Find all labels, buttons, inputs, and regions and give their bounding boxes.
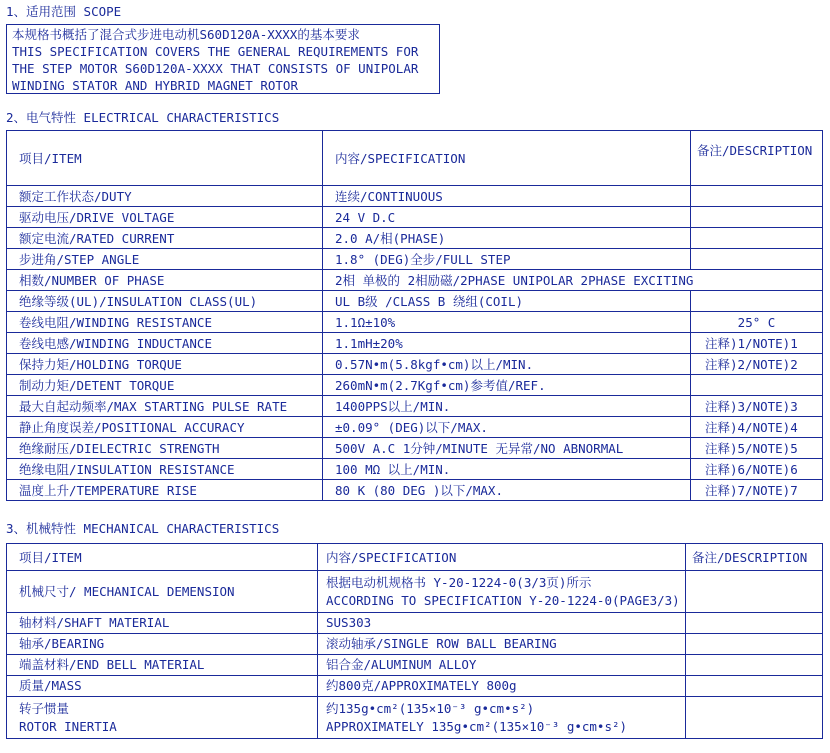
- description-cell: [691, 228, 823, 249]
- item-cell: 额定工作状态/DUTY: [7, 186, 323, 207]
- cell-line: 转子惯量: [19, 700, 70, 716]
- scope-line: THE STEP MOTOR S60D120A-XXXX THAT CONSISTS OF UNIPOLAR: [12, 61, 419, 76]
- spec-cell: [318, 697, 686, 739]
- spec-cell: 2相 单极的 2相励磁/2PHASE UNIPOLAR 2PHASE EXCITING: [323, 270, 823, 291]
- spec-cell: 1.1mH±20%: [323, 333, 691, 354]
- description-cell: [686, 634, 823, 655]
- scope-line: THIS SPECIFICATION COVERS THE GENERAL REQUIREMENTS FOR: [12, 44, 419, 59]
- cell-line: ROTOR INERTIA: [19, 718, 117, 734]
- spec-cell: [318, 613, 686, 634]
- spec-cell: [318, 655, 686, 676]
- description-cell: 注释)1/NOTE)1: [691, 333, 823, 354]
- spec-cell: 2.0 A/相(PHASE): [323, 228, 691, 249]
- table-row: [7, 634, 823, 655]
- spec-cell: UL B级 /CLASS B 绕组(COIL): [323, 291, 691, 312]
- description-cell: [691, 375, 823, 396]
- item-cell: 绝缘等级(UL)/INSULATION CLASS(UL): [7, 291, 323, 312]
- item-cell: 绝缘电阻/INSULATION RESISTANCE: [7, 459, 323, 480]
- cell-line: APPROXIMATELY 135g•cm²(135×10⁻³ g•cm•s²): [326, 718, 628, 734]
- cell-line: 机械尺寸/ MECHANICAL DEMENSION: [19, 583, 235, 599]
- spec-cell: 500V A.C 1分钟/MINUTE 无异常/NO ABNORMAL: [323, 438, 691, 459]
- spec-cell: 80 K (80 DEG )以下/MAX.: [323, 480, 691, 501]
- scope-line: 本规格书概括了混合式步进电动机S60D120A-XXXX的基本要求: [12, 27, 360, 42]
- table-row: [7, 312, 823, 333]
- cell-line: SUS303: [326, 615, 372, 630]
- item-cell: 绝缘耐压/DIELECTRIC STRENGTH: [7, 438, 323, 459]
- description-cell: [691, 186, 823, 207]
- item-cell: [7, 676, 318, 697]
- spec-cell: ±0.09° (DEG)以下/MAX.: [323, 417, 691, 438]
- mechanical-table: [6, 543, 823, 739]
- cell-line: 轴承/BEARING: [19, 636, 105, 651]
- item-cell: [7, 655, 318, 676]
- spec-cell: 连续/CONTINUOUS: [323, 186, 691, 207]
- description-cell: [686, 571, 823, 613]
- cell-line: 质量/MASS: [19, 678, 82, 693]
- item-cell: 保持力矩/HOLDING TORQUE: [7, 354, 323, 375]
- mechanical-heading: 3、机械特性 MECHANICAL CHARACTERISTICS: [6, 521, 280, 536]
- table-row: [7, 207, 823, 228]
- item-cell: [7, 634, 318, 655]
- item-cell: 驱动电压/DRIVE VOLTAGE: [7, 207, 323, 228]
- cell-line: 约800克/APPROXIMATELY 800g: [326, 678, 517, 693]
- description-cell: 注释)7/NOTE)7: [691, 480, 823, 501]
- column-header: 内容/SPECIFICATION: [318, 544, 686, 571]
- item-cell: 步进角/STEP ANGLE: [7, 249, 323, 270]
- cell-line: 轴材料/SHAFT MATERIAL: [19, 615, 170, 630]
- item-cell: 静止角度误差/POSITIONAL ACCURACY: [7, 417, 323, 438]
- cell-line: 滚动轴承/SINGLE ROW BALL BEARING: [326, 636, 557, 651]
- table-row: [7, 396, 823, 417]
- scope-box: [6, 24, 440, 94]
- table-row: [7, 186, 823, 207]
- scope-line: WINDING STATOR AND HYBRID MAGNET ROTOR: [12, 78, 298, 93]
- item-cell: 相数/NUMBER OF PHASE: [7, 270, 323, 291]
- cell-line: 铝合金/ALUMINUM ALLOY: [326, 657, 477, 672]
- description-cell: 注释)4/NOTE)4: [691, 417, 823, 438]
- description-cell: [686, 697, 823, 739]
- spec-cell: 100 MΩ 以上/MIN.: [323, 459, 691, 480]
- description-cell: [686, 676, 823, 697]
- table-row: [7, 613, 823, 634]
- table-row: [7, 571, 823, 613]
- description-cell: 注释)3/NOTE)3: [691, 396, 823, 417]
- table-row: [7, 354, 823, 375]
- description-cell: 注释)2/NOTE)2: [691, 354, 823, 375]
- table-row: [7, 676, 823, 697]
- cell-line: 端盖材料/END BELL MATERIAL: [19, 657, 205, 672]
- spec-cell: [318, 571, 686, 613]
- item-cell: 温度上升/TEMPERATURE RISE: [7, 480, 323, 501]
- spec-cell: 24 V D.C: [323, 207, 691, 228]
- spec-cell: [318, 634, 686, 655]
- cell-line: ACCORDING TO SPECIFICATION Y-20-1224-0(PAGE3/3): [326, 592, 680, 608]
- spec-cell: [318, 676, 686, 697]
- item-cell: 额定电流/RATED CURRENT: [7, 228, 323, 249]
- table-row: [7, 333, 823, 354]
- spec-cell: 260mN•m(2.7Kgf•cm)参考值/REF.: [323, 375, 691, 396]
- description-cell: 注释)6/NOTE)6: [691, 459, 823, 480]
- electrical-table: [6, 130, 823, 501]
- table-row: [7, 438, 823, 459]
- description-cell: [691, 291, 823, 312]
- table-row: [7, 375, 823, 396]
- table-row: [7, 417, 823, 438]
- table-header-row: [7, 131, 823, 186]
- item-cell: [7, 697, 318, 739]
- table-header-row: [7, 544, 823, 571]
- table-row: [7, 270, 823, 291]
- item-cell: [7, 571, 318, 613]
- column-header: 项目/ITEM: [7, 131, 323, 186]
- column-header: 备注/DESCRIPTION: [691, 131, 823, 186]
- description-cell: [691, 249, 823, 270]
- spec-cell: 1.8° (DEG)全步/FULL STEP: [323, 249, 691, 270]
- cell-line: 约135g•cm²(135×10⁻³ g•cm•s²): [326, 700, 535, 716]
- description-cell: [691, 207, 823, 228]
- spec-cell: 1400PPS以上/MIN.: [323, 396, 691, 417]
- item-cell: 卷线电感/WINDING INDUCTANCE: [7, 333, 323, 354]
- item-cell: 卷线电阻/WINDING RESISTANCE: [7, 312, 323, 333]
- table-row: [7, 249, 823, 270]
- description-cell: 25° C: [691, 312, 823, 333]
- scope-heading: 1、适用范围 SCOPE: [6, 4, 122, 19]
- description-cell: [686, 655, 823, 676]
- spec-cell: 1.1Ω±10%: [323, 312, 691, 333]
- item-cell: 最大自起动频率/MAX STARTING PULSE RATE: [7, 396, 323, 417]
- cell-line: 根据电动机规格书 Y-20-1224-0(3/3页)所示: [326, 574, 592, 590]
- description-cell: [686, 613, 823, 634]
- table-row: [7, 291, 823, 312]
- description-cell: 注释)5/NOTE)5: [691, 438, 823, 459]
- table-row: [7, 655, 823, 676]
- spec-cell: 0.57N•m(5.8kgf•cm)以上/MIN.: [323, 354, 691, 375]
- item-cell: 制动力矩/DETENT TORQUE: [7, 375, 323, 396]
- electrical-heading: 2、电气特性 ELECTRICAL CHARACTERISTICS: [6, 110, 280, 125]
- column-header: 内容/SPECIFICATION: [323, 131, 691, 186]
- column-header: 项目/ITEM: [7, 544, 318, 571]
- column-header: 备注/DESCRIPTION: [686, 544, 823, 571]
- table-row: [7, 697, 823, 739]
- table-row: [7, 480, 823, 501]
- item-cell: [7, 613, 318, 634]
- table-row: [7, 228, 823, 249]
- table-row: [7, 459, 823, 480]
